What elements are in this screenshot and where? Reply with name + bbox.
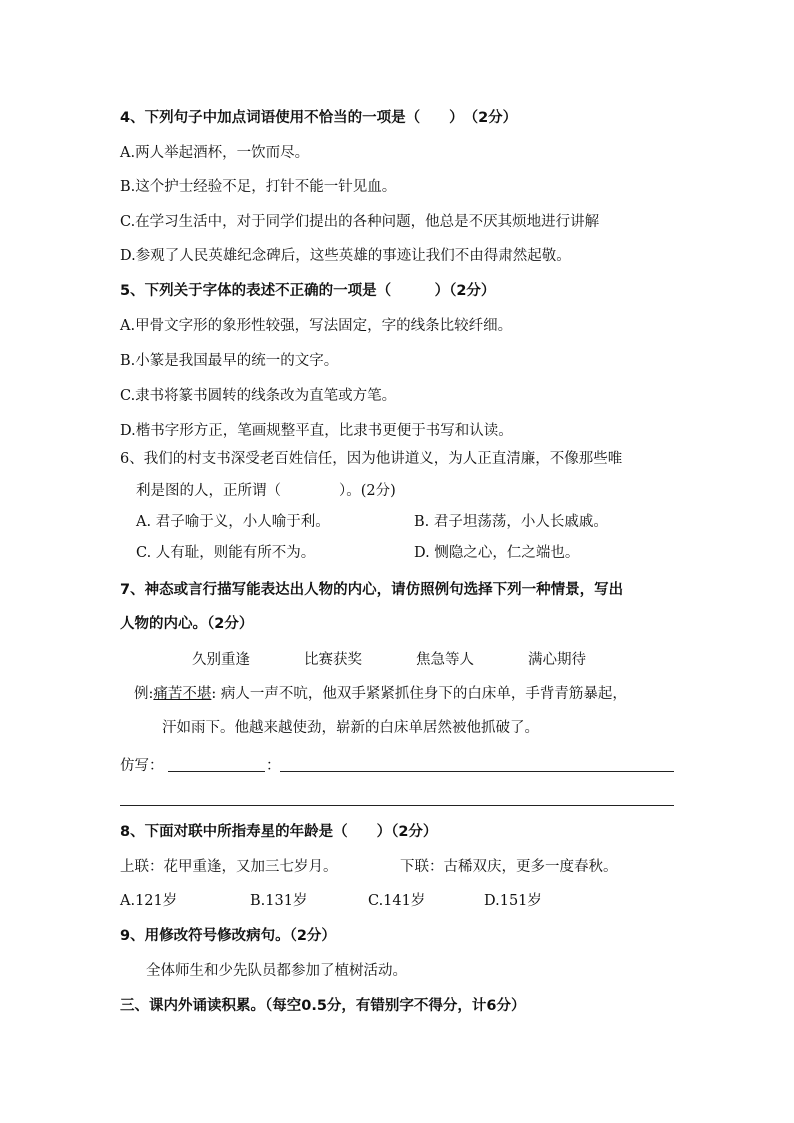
q7-example-label: 例: <box>134 686 154 702</box>
q8-option-c: C.141岁 <box>368 893 426 909</box>
q4-option-c: C.在学习生活中，对于同学们提出的各种问题，他总是不厌其烦地进行讲解 <box>120 214 600 230</box>
q5-option-c: C.隶书将篆书圆转的线条改为直笔或方笔。 <box>120 388 397 404</box>
q5-option-d: D.楷书字形方正，笔画规整平直，比隶书更便于书写和认读。 <box>120 423 513 439</box>
q6-option-d: D. 恻隐之心，仁之端也。 <box>414 545 580 561</box>
q7-example-line1 <box>134 684 627 704</box>
q6-stem-line1: 6、我们的村支书深受老百姓信任，因为他讲道义，为人正直清廉，不像那些唯 <box>120 451 623 467</box>
q7-situation-blank[interactable] <box>168 771 265 772</box>
q7-scenario: 比赛获奖 <box>304 652 362 668</box>
q8-stem: 8、下面对联中所指寿星的年龄是（ ）（2分） <box>120 824 438 840</box>
q4-option-d: D.参观了人民英雄纪念碑后，这些英雄的事迹让我们不由得肃然起敬。 <box>120 248 571 264</box>
q8-upper-couplet: 上联：花甲重逢，又加三七岁月。 <box>120 859 338 875</box>
q9-stem: 9、用修改符号修改病句。（2分） <box>120 928 336 944</box>
q5-option-a: A.甲骨文字形的象形性较强，写法固定，字的线条比较纤细。 <box>120 318 513 334</box>
q7-example-line2: 汗如雨下。他越来越使劲，崭新的白床单居然被他抓破了。 <box>162 720 539 736</box>
q4-option-b: B.这个护士经验不足，打针不能一针见血。 <box>120 179 397 195</box>
q7-imitate-label: 仿写： <box>120 758 164 774</box>
q7-answer-blank-1[interactable] <box>280 771 674 772</box>
q7-scenario: 久别重逢 <box>192 652 250 668</box>
q6-option-a: A. 君子喻于义，小人喻于利。 <box>136 514 330 530</box>
q7-scenario: 焦急等人 <box>416 652 474 668</box>
q6-option-c: C. 人有耻，则能有所不为。 <box>136 545 316 561</box>
q9-sentence: 全体师生和少先队员都参加了植树活动。 <box>146 963 407 979</box>
q6-option-b: B. 君子坦荡荡，小人长戚戚。 <box>414 514 608 530</box>
q7-colon: ： <box>266 758 281 774</box>
q5-stem: 5、下列关于字体的表述不正确的一项是（ ）（2分） <box>120 283 496 299</box>
q5-option-b: B.小篆是我国最早的统一的文字。 <box>120 353 339 369</box>
q7-stem-line1: 7、神态或言行描写能表达出人物的内心，请仿照例句选择下列一种情景，写出 <box>120 582 624 598</box>
section3-title: 三、课内外诵读积累。（每空0.5分，有错别字不得分，计6分） <box>120 998 526 1014</box>
q4-stem: 4、下列句子中加点词语使用不恰当的一项是（ ） （2分） <box>120 110 518 126</box>
q7-scenario: 满心期待 <box>528 652 586 668</box>
q7-example-text: : 病人一声不吭，他双手紧紧抓住身下的白床单，手背青筋暴起， <box>211 686 627 702</box>
q8-lower-couplet: 下联：古稀双庆，更多一度春秋。 <box>400 859 618 875</box>
q7-example-word: 痛苦不堪 <box>153 686 212 702</box>
q6-stem-line2: 利是图的人，正所谓（ ）。(2分) <box>136 483 396 499</box>
q4-option-a: A.两人举起酒杯，一饮而尽。 <box>120 145 310 161</box>
q8-option-b: B.131岁 <box>250 893 308 909</box>
q7-answer-blank-2[interactable] <box>120 805 674 806</box>
q8-option-d: D.151岁 <box>484 893 542 909</box>
q8-option-a: A.121岁 <box>120 893 178 909</box>
q7-stem-line2: 人物的内心。（2分） <box>120 616 254 632</box>
